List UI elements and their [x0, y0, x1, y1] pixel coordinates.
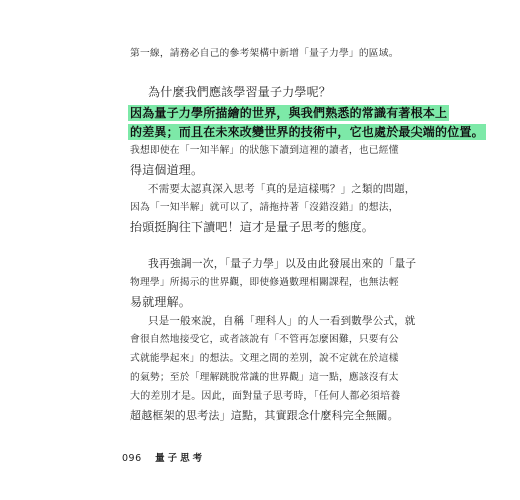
paragraph-line: 第一線，請務必自己的參考架構中新增「量子力學」的區域。	[130, 48, 399, 59]
page-footer	[122, 450, 205, 464]
paragraph-line: 得這個道理。	[130, 163, 204, 177]
paragraph-line: 式就能學起來」的想法。文理之間的差別，說不定就在於這樣	[130, 353, 399, 364]
paragraph-line: 超越框架的思考法」這點，其實跟念什麼科完全無關。	[130, 409, 399, 422]
paragraph-line: 只是一般來說，自稱「理科人」的人一看到數學公式，就	[148, 315, 416, 327]
paragraph-line: 物理學」所揭示的世界觀，即使修過數理相關課程，也無法輕	[130, 277, 399, 288]
paragraph-line: 不需要太認真深入思考「真的是這樣嗎？」之類的問題，	[148, 183, 416, 195]
paragraph-line: 抬頭挺胸往下讀吧！這才是量子思考的態度。	[130, 220, 375, 234]
highlight-text: 的差異；而且在未來改變世界的技術中，它也處於最尖端的位置。	[130, 125, 484, 139]
highlighted-line	[130, 105, 448, 121]
page-number: 096	[122, 453, 142, 464]
highlight-text: 因為量子力學所描繪的世界，與我們熟悉的常識有著根本上	[130, 106, 448, 120]
paragraph-line: 因為「一知半解」就可以了，請拖持著「沒錯沒錯」的想法，	[130, 202, 399, 213]
paragraph-line: 大的差別才是。因此，面對量子思考時，「任何人都必須培養	[130, 391, 401, 402]
paragraph-line: 易就理解。	[130, 295, 192, 309]
paragraph-line: 我想即使在「一知半解」的狀態下讀到這裡的讀者，也已經懂	[130, 145, 399, 156]
paragraph-line: 為什麼我們應該學習量子力學呢？	[148, 85, 332, 99]
highlighted-line	[130, 124, 484, 140]
paragraph-line: 的氣勢；至於「理解跳脫常識的世界觀」這一點，應該沒有太	[130, 372, 399, 383]
paragraph-line: 我再強調一次，「量子力學」以及由此發展出來的「量子	[148, 257, 417, 270]
book-title: 量子思考	[155, 453, 206, 464]
paragraph-line: 會很自然地接受它，或者該說有「不管再怎麼困難，只要有公	[130, 334, 399, 345]
